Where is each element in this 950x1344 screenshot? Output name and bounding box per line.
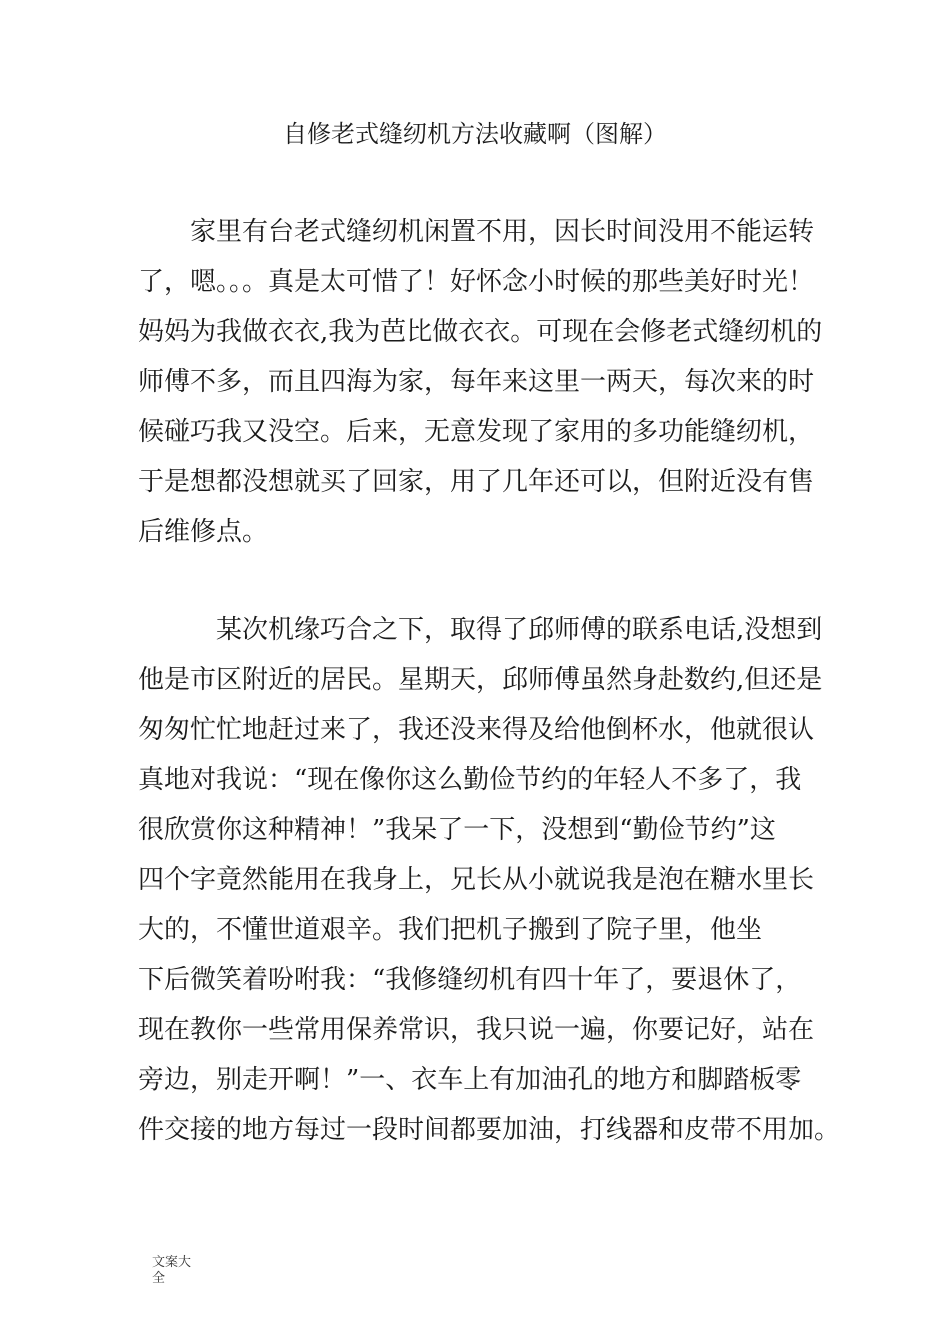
footer-line-1: 文案大 xyxy=(152,1255,192,1270)
text-line: 候碰巧我又没空。后来，无意发现了家用的多功能缝纫机， xyxy=(138,417,815,447)
text-line: 妈妈为我做衣衣,我为芭比做衣衣。可现在会修老式缝纫机的 xyxy=(138,317,823,347)
footer-label xyxy=(152,1255,198,1287)
text-line: 件交接的地方每过一段时间都要加油，打线器和皮带不用加。 xyxy=(138,1115,841,1145)
text-line: 匆匆忙忙地赶过来了，我还没来得及给他倒杯水，他就很认 xyxy=(138,715,815,745)
footer-line-2: 全 xyxy=(152,1271,166,1286)
text-line: 四个字竟然能用在我身上，兄长从小就说我是泡在糖水里长 xyxy=(138,865,815,895)
text-line: 现在教你一些常用保养常识，我只说一遍，你要记好，站在 xyxy=(138,1015,815,1045)
text-line: 大的，不懂世道艰辛。我们把机子搬到了院子里，他坐 xyxy=(138,915,763,945)
page-title: 自修老式缝纫机方法收藏啊（图解） xyxy=(283,120,667,148)
text-line: 旁边，别走开啊！”一、衣车上有加油孔的地方和脚踏板零 xyxy=(138,1065,802,1095)
paragraph-2 xyxy=(138,605,840,1155)
text-line: 于是想都没想就买了回家，用了几年还可以，但附近没有售 xyxy=(138,467,815,497)
text-line: 了，嗯。。。真是太可惜了！好怀念小时候的那些美好时光！ xyxy=(138,267,815,297)
paragraph-1 xyxy=(138,207,822,557)
text-line: 很欣赏你这种精神！”我呆了一下，没想到“勤俭节约”这 xyxy=(138,815,776,845)
text-line: 某次机缘巧合之下，取得了邱师傅的联系电话,没想到 xyxy=(216,615,823,645)
text-line: 后维修点。 xyxy=(138,517,269,547)
text-line: 师傅不多，而且四海为家，每年来这里一两天，每次来的时 xyxy=(138,367,815,397)
text-line: 下后微笑着吩咐我：“我修缝纫机有四十年了，要退休了， xyxy=(138,965,802,995)
text-line: 真地对我说：“现在像你这么勤俭节约的年轻人不多了，我 xyxy=(138,765,802,795)
text-line: 家里有台老式缝纫机闲置不用，因长时间没用不能运转 xyxy=(190,217,815,247)
text-line: 他是市区附近的居民。星期天，邱师傅虽然身赴数约,但还是 xyxy=(138,665,823,695)
